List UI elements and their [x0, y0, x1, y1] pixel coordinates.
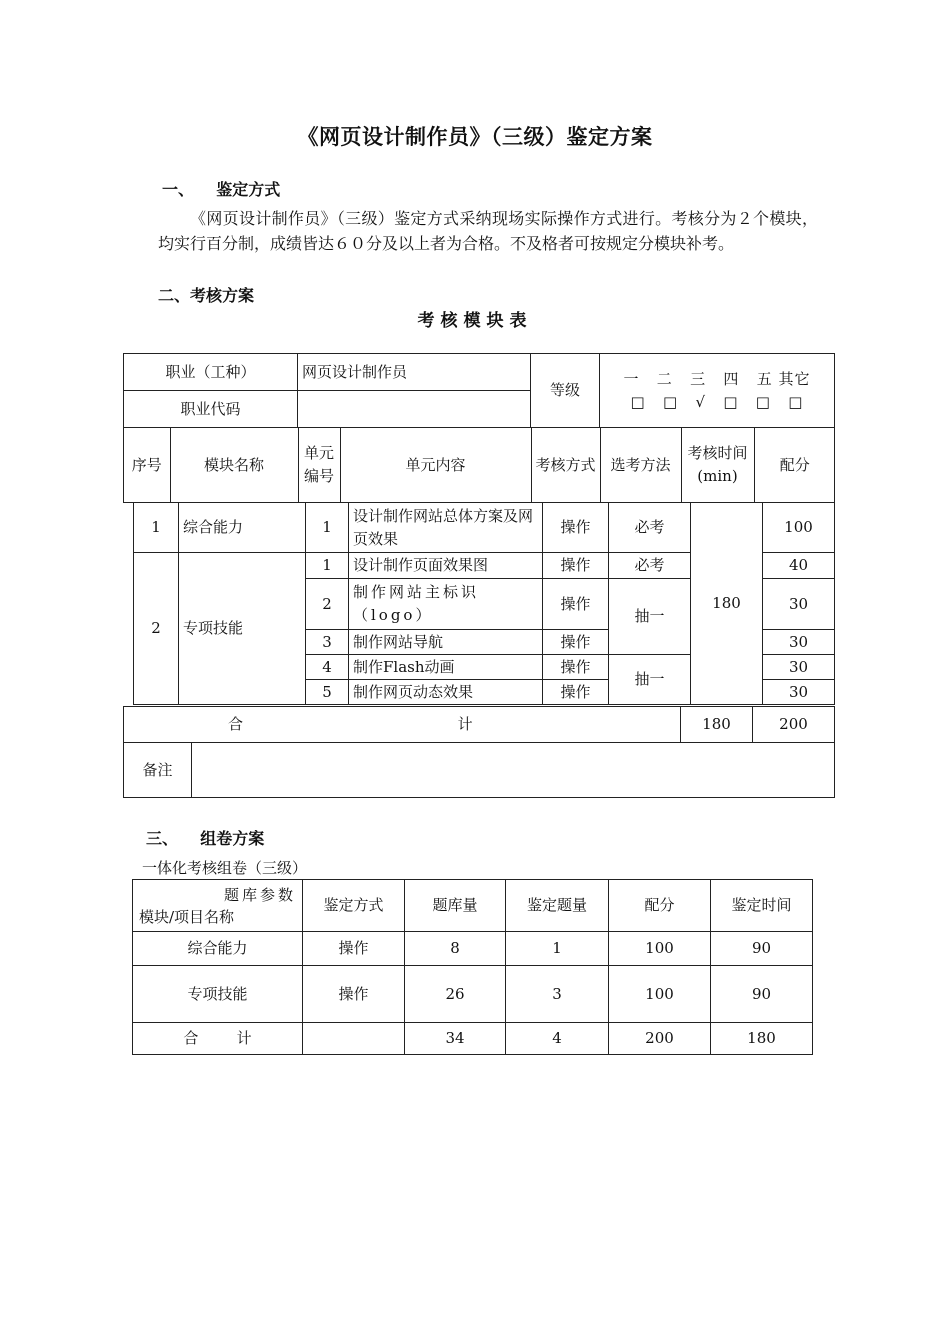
- header-exam-mode: 鉴定方式: [303, 880, 405, 932]
- unit-score: 30: [763, 630, 835, 655]
- module-seq: 2: [134, 553, 179, 705]
- code-value: [298, 391, 531, 428]
- unit-score: 30: [763, 655, 835, 680]
- row-time: 90: [711, 966, 813, 1023]
- assessment-method-paragraph: 《网页设计制作员》（三级）鉴定方式采纳现场实际操作方式进行。考核分为２个模块，均实行百分制，成绩皆达６０分及以上者为合格。不及格者可按规定分模块补考。: [158, 209, 818, 253]
- grade-label: 等级: [531, 354, 600, 428]
- grade-checkboxes: □ □ √ □ □ □: [630, 392, 804, 411]
- unit-mode: 操作: [543, 680, 609, 705]
- unit-content: 设计制作网站总体方案及网页效果: [349, 503, 543, 553]
- code-label: 职业代码: [124, 391, 298, 428]
- unit-mode: 操作: [543, 579, 609, 630]
- header-score: 配分: [754, 428, 835, 502]
- row-mode: 操作: [303, 966, 405, 1023]
- job-value: 网页设计制作员: [298, 354, 531, 391]
- total-score: 200: [609, 1023, 711, 1055]
- total-score: 200: [753, 707, 835, 743]
- unit-method: 抽一: [609, 579, 691, 655]
- header-select-method: 选考方法: [600, 428, 681, 502]
- total-row: [133, 1023, 813, 1055]
- total-time: 180: [681, 707, 753, 743]
- header-bank-size: 题库量: [405, 880, 506, 932]
- row-mode: 操作: [303, 932, 405, 966]
- paper-plan-table: [132, 879, 813, 1055]
- unit-content: 制作Flash动画: [349, 655, 543, 680]
- unit-no: 3: [306, 630, 349, 655]
- unit-mode: 操作: [543, 503, 609, 553]
- section-heading-assessment-plan: 二、考核方案: [158, 286, 255, 305]
- module-table-footer: [123, 706, 835, 798]
- remark-value: [192, 743, 835, 798]
- header-unit-no: 单元编号: [298, 428, 340, 502]
- table-header-row: [133, 880, 813, 932]
- header-score: 配分: [609, 880, 711, 932]
- row-score: 100: [609, 932, 711, 966]
- module-name: 专项技能: [179, 553, 306, 705]
- header-module-name: 模块名称: [170, 428, 298, 502]
- exam-time-total: 180: [691, 503, 763, 705]
- unit-method: 必考: [609, 503, 691, 553]
- grade-options: 一 二 三 四 五 其它: [623, 369, 811, 388]
- table1-caption: 考核模块表: [417, 311, 533, 331]
- header-exam-time: 考核时间(min): [681, 428, 754, 502]
- header-question-count: 鉴定题量: [506, 880, 609, 932]
- unit-score: 100: [763, 503, 835, 553]
- section-heading-paper-plan: 三、 组卷方案: [146, 829, 265, 848]
- total-count: 4: [506, 1023, 609, 1055]
- unit-no: 4: [306, 655, 349, 680]
- row-score: 100: [609, 966, 711, 1023]
- header-param-module: [133, 880, 303, 932]
- column-headers-row: [124, 428, 835, 503]
- total-label: [124, 707, 681, 743]
- unit-score: 30: [763, 680, 835, 705]
- table-row: [133, 966, 813, 1023]
- header-module: 模块/项目名称: [139, 907, 235, 926]
- unit-no: 2: [306, 579, 349, 630]
- unit-no: 1: [306, 503, 349, 553]
- total-mode: [303, 1023, 405, 1055]
- total-row: [124, 707, 835, 743]
- unit-content: 制作网站导航: [349, 630, 543, 655]
- module-name: 综合能力: [179, 503, 306, 553]
- total-label-ji: 计: [457, 715, 473, 733]
- table-row: [133, 932, 813, 966]
- module-table-header-block: [123, 353, 835, 503]
- header-unit-content: 单元内容: [340, 428, 531, 502]
- unit-mode: 操作: [543, 553, 609, 579]
- table2-caption: 一体化考核组卷（三级）: [142, 859, 308, 877]
- unit-score: 30: [763, 579, 835, 630]
- row-time: 90: [711, 932, 813, 966]
- unit-method: 抽一: [609, 655, 691, 705]
- remark-row: [124, 743, 835, 798]
- unit-content: 设计制作页面效果图: [349, 553, 543, 579]
- total-bank: 34: [405, 1023, 506, 1055]
- unit-no: 1: [306, 553, 349, 579]
- row-count: 1: [506, 932, 609, 966]
- job-label: 职业（工种）: [124, 354, 298, 391]
- unit-method: 必考: [609, 553, 691, 579]
- row-name: 综合能力: [133, 932, 303, 966]
- module-table-body: [133, 502, 835, 705]
- table-row: [134, 503, 835, 553]
- row-count: 3: [506, 966, 609, 1023]
- unit-no: 5: [306, 680, 349, 705]
- row-name: 专项技能: [133, 966, 303, 1023]
- total-label-he: 合: [228, 715, 244, 733]
- header-param: 题库参数: [223, 885, 296, 904]
- unit-content: 制作网站主标识（logo）: [349, 579, 543, 630]
- section-heading-assessment-method: 一、 鉴定方式: [162, 180, 281, 199]
- row-bank: 26: [405, 966, 506, 1023]
- unit-content: 制作网页动态效果: [349, 680, 543, 705]
- row-bank: 8: [405, 932, 506, 966]
- unit-mode: 操作: [543, 630, 609, 655]
- remark-label: 备注: [124, 743, 192, 798]
- module-seq: 1: [134, 503, 179, 553]
- document-title: 《网页设计制作员》（三级）鉴定方案: [297, 125, 653, 149]
- header-exam-time: 鉴定时间: [711, 880, 813, 932]
- grade-selector: [600, 354, 835, 428]
- header-exam-mode: 考核方式: [531, 428, 600, 502]
- unit-mode: 操作: [543, 655, 609, 680]
- total-name: 合 计: [133, 1023, 303, 1055]
- header-seq: 序号: [124, 428, 170, 502]
- total-time: 180: [711, 1023, 813, 1055]
- unit-score: 40: [763, 553, 835, 579]
